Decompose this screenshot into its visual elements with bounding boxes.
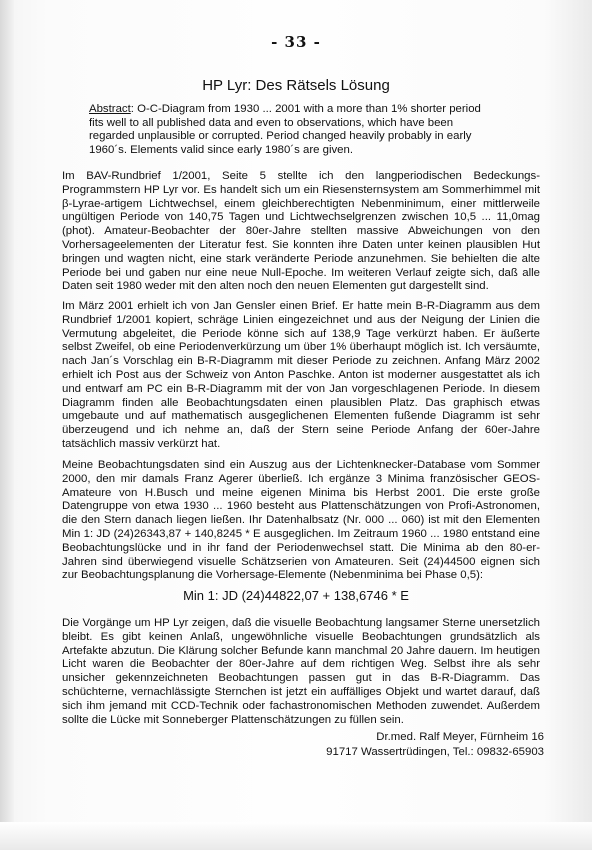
abstract-label: Abstract (89, 103, 131, 115)
paragraph-conclusion: Die Vorgänge um HP Lyr zeigen, daß die visuelle Beobachtung langsamer Sterne unersetzlich bleibt. Es gibt keinen Anlaß, ungewöhnliche visuelle Beobachtungen grundsätzlich als Artefakte abzutun. Die Klärung solcher Befunde kann manchmal 20 Jahre dauern. Im heutigen Licht waren die Beobachter der 80er-Jahre auf dem richtigen Weg. Selbst ihre als sehr unsicher gekennzeichneten Beobachtungen passen gut in das B-R-Diagramm. Das schüchterne, vernachlässigte Sternchen ist jetzt ein auffälliges Objekt und wartet darauf, daß sich ihm jemand mit CCD-Technik oder fachastronomischen Methoden zuwendet. Außerdem sollte die Lücke mit Sonneberger Plattenschätzungen zu füllen sein. (62, 617, 540, 726)
page-shadow-bottom (0, 822, 592, 850)
author-signature-line2: 91717 Wassertrüdingen, Tel.: 09832-65903 (326, 746, 544, 758)
elements-formula: Min 1: JD (24)44822,07 + 138,6746 * E (183, 588, 409, 603)
paragraph-intro: Im BAV-Rundbrief 1/2001, Seite 5 stellte ich den langperiodischen Bedeckungs-Programmstern HP Lyr vor. Es handelt sich um ein Riesensternsystem am Sommerhimmel mit β-Lyrae-artigem Lichtwechsel, einem gleichberechtigten Nebenminimum, einer mittlerweile ungültigen Periode von 140,75 Tagen und Lichtwechselgrenzen zwischen 10,5 ... 11,0mag (phot). Amateur-Beobachter der 80er-Jahre stellten massive Abweichungen von den Vorhersageelementen der Literatur fest. Sie konnten ihre Daten unter keinen plausiblen Hut bringen und wagten nicht, eine stark veränderte Periode anzunehmen. Sie behielten die alte Periode bei und gaben nur eine neue Null-Epoche. Im weiteren Verlauf zeigte sich, daß alle Daten seit 1980 weder mit den alten noch den neuen Elementen gut dargestellt sind. (62, 170, 540, 293)
page-number: - 33 - (271, 33, 321, 51)
abstract-text: : O-C-Diagram from 1930 ... 2001 with a more than 1% shorter period fits well to all published data and even to observations, which have been regarded unplausible or corrupted. Period changed heavily probably in early 1960´s. Elements valid since early 1980´s are given. (89, 103, 481, 156)
page-shadow-left (0, 0, 14, 850)
paragraph-data: Meine Beobachtungsdaten sind ein Auszug aus der Lichtenknecker-Database vom Sommer 2000, den mir damals Franz Agerer überließ. Ich ergänze 3 Minima französischer GEOS-Amateure von H.Busch und meine eigenen Minima bis Herbst 2001. Die erste große Datengruppe von etwa 1930 ... 1960 besteht aus Plattenschätzungen von Profi-Astronomen, die den Stern danach liegen ließen. Ihr Datenhalbsatz (Nr. 000 ... 060) ist mit den Elementen Min 1: JD (24)26343,87 + 140,8245 * E ausgeglichen. Im Zeitraum 1960 ... 1980 entstand eine Beobachtungslücke und in ihr fand der Periodenwechsel statt. Die Minima ab den 80-er-Jahren sind überwiegend visuelle Schätzserien von Amateuren. Seit (24)44500 eignen sich zur Beobachtungsplanung die Vorhersage-Elemente (Nebenminima bei Phase 0,5): (62, 459, 540, 582)
abstract (89, 103, 489, 157)
article-title: HP Lyr: Des Rätsels Lösung (202, 77, 390, 94)
paragraph-letter: Im März 2001 erhielt ich von Jan Gensler einen Brief. Er hatte mein B-R-Diagramm aus dem Rundbrief 1/2001 kopiert, schräge Linien eingezeichnet und aus der Neigung der Linien die Vermutung abgeleitet, die Periode könne sich auf 138,9 Tage verkürzt haben. Er äußerte selbst Zweifel, ob eine Periodenverkürzung um über 1% überhaupt möglich ist. Ich versäumte, nach Jan´s Vorschlag ein B-R-Diagramm mit dieser Periode zu zeichnen. Anfang März 2002 erhielt ich Post aus der Schweiz von Anton Paschke. Anton ist moderner ausgestattet als ich und entwarf am PC ein B-R-Diagramm mit der von Jan vorgeschlagenen Periode. In diesem Diagramm finden alle Beobachtungsdaten einen plausiblen Platz. Das graphisch etwas umgebaute und auf mathematisch ausgeglichenen Elementen fußende Diagramm ist sehr überzeugend und ich nehme an, daß der Stern seine Periode Anfang der 60er-Jahre tatsächlich massiv verkürzt hat. (62, 300, 540, 450)
author-signature-line1: Dr.med. Ralf Meyer, Fürnheim 16 (376, 731, 544, 743)
